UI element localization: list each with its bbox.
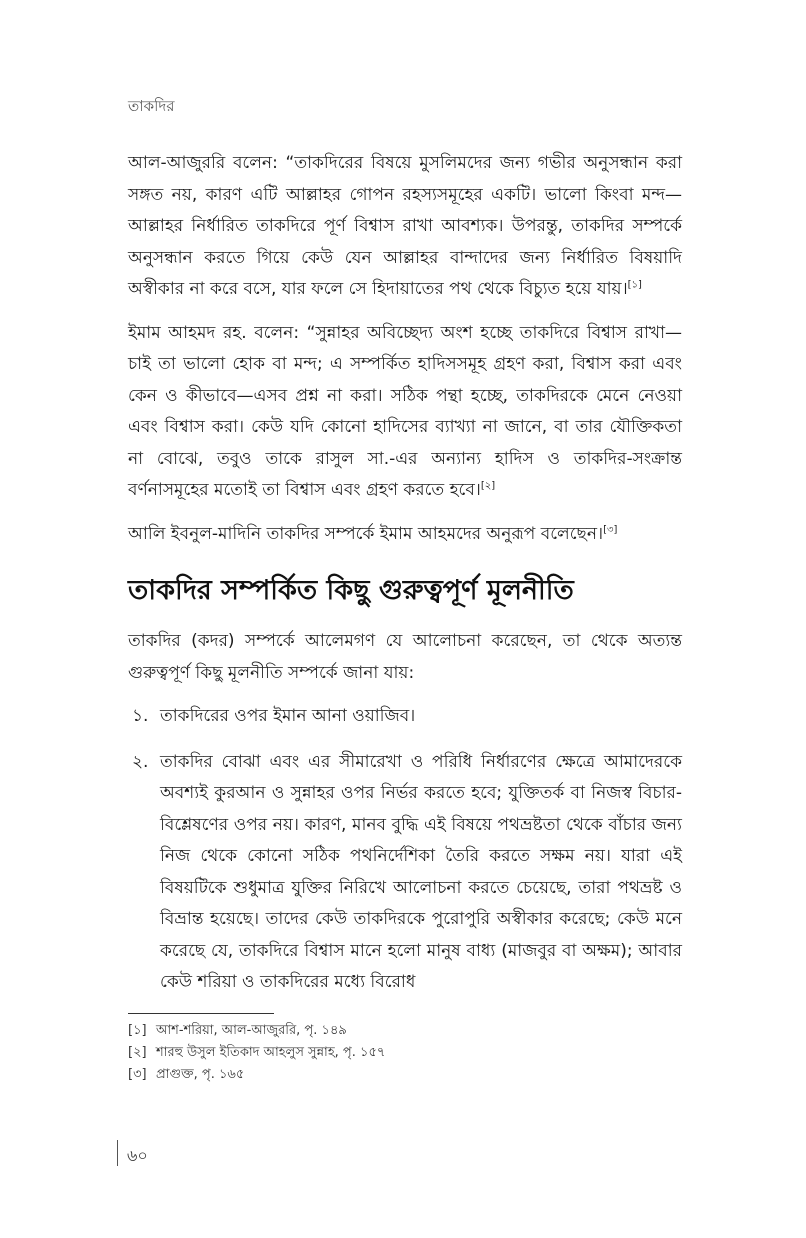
footnote-reference[interactable]: [৩] — [603, 523, 618, 535]
footnote-text: আশ-শরিয়া, আল-আজুররি, পৃ. ১৪৯ — [156, 1023, 347, 1038]
paragraph-text: ইমাম আহমদ রহ. বলেন: “সুন্নাহর অবিচ্ছেদ্য অংশ হচ্ছে তাকদিরে বিশ্বাস রাখা—চাই তা ভালো হোক বা মন্দ; এ সম্পর্কিত হাদিসসমূহ গ্রহণ করা, বিশ্বাস করা এবং কেন ও কীভাবে—এসব প্রশ্ন না করা। সঠিক পন্থা হচ্ছে, তাকদিরকে মেনে নেওয়া এবং বিশ্বাস করা। কেউ যদি কোনো হাদিসের ব্যাখ্যা না জানে, বা তার যৌক্তিকতা না বোঝে, তবুও তাকে রাসুল সা.-এর অন্যান্য হাদিস ও তাকদির-সংক্রান্ত বর্ণনাসমূহের মতোই তা বিশ্বাস এবং গ্রহণ করতে হবে। — [128, 322, 682, 500]
footnote — [128, 1020, 688, 1042]
footnote-mark: [৩] — [128, 1067, 147, 1082]
page-number: ৬০ — [127, 1146, 148, 1165]
list-item-text: তাকদিরের ওপর ইমান আনা ওয়াজিব। — [160, 706, 416, 726]
body-paragraph — [128, 519, 682, 551]
page-number-rule — [117, 1140, 118, 1166]
list-item — [128, 701, 682, 733]
footnote-reference[interactable]: [২] — [480, 480, 496, 492]
body-paragraph — [128, 148, 682, 306]
list-number: ২. — [132, 751, 149, 772]
body-paragraph — [128, 318, 682, 507]
list-item-text: তাকদির বোঝা এবং এর সীমারেখা ও পরিধি নির্ধারণের ক্ষেত্রে আমাদেরকে অবশ্যই কুরআন ও সুন্নাহর ওপর নির্ভর করতে হবে; যুক্তিতর্ক বা নিজস্ব বিচার-বিশ্লেষণের ওপর নয়। কারণ, মানব বুদ্ধি এই বিষয়ে পথভ্রষ্টতা থেকে বাঁচার জন্য নিজ থেকে কোনো সঠিক পথনির্দেশিকা তৈরি করতে সক্ষম নয়। যারা এই বিষয়টিকে শুধুমাত্র যুক্তির নিরিখে আলোচনা করতে চেয়েছে, তারা পথভ্রষ্ট ও বিভ্রান্ত হয়েছে। তাদের কেউ তাকদিরকে পুরোপুরি অস্বীকার করেছে; কেউ মনে করেছে যে, তাকদিরে বিশ্বাস মানে হলো মানুষ বাধ্য (মাজবুর বা অক্ষম); আবার কেউ শরিয়া ও তাকদিরের মধ্যে বিরোধ — [160, 751, 682, 992]
numbered-list — [128, 701, 682, 999]
paragraph-text: আল-আজুররি বলেন: “তাকদিরের বিষয়ে মুসলিমদের জন্য গভীর অনুসন্ধান করা সঙ্গত নয়, কারণ এটি আল্লাহর গোপন রহস্যসমূহের একটি। ভালো কিংবা মন্দ—আল্লাহর নির্ধারিত তাকদিরে পূর্ণ বিশ্বাস রাখা আবশ্যক। উপরন্তু, তাকদির সম্পর্কে অনুসন্ধান করতে গিয়ে কেউ যেন আল্লাহর বান্দাদের জন্য নির্ধারিত বিষয়াদি অস্বীকার না করে বসে, যার ফলে সে হিদায়াতের পথ থেকে বিচ্যুত হয়ে যায়। — [128, 153, 682, 299]
footnote-mark: [১] — [128, 1023, 147, 1038]
page-body — [128, 148, 682, 1013]
intro-paragraph: তাকদির (কদর) সম্পর্কে আলেমগণ যে আলোচনা করেছেন, তা থেকে অত্যন্ত গুরুত্বপূর্ণ কিছু মূলনীতি সম্পর্কে জানা যায়: — [128, 631, 682, 683]
paragraph-text: আলি ইবনুল-মাদিনি তাকদির সম্পর্কে ইমাম আহমদের অনুরূপ বলেছেন। — [128, 523, 604, 544]
footnote-text: শারহু উসুল ইতিকাদ আহলুস সুন্নাহ, পৃ. ১৫৭ — [156, 1045, 386, 1060]
footnote-reference[interactable]: [১] — [627, 279, 642, 291]
footnote — [128, 1064, 688, 1086]
footnote-text: প্রাগুক্ত, পৃ. ১৬৫ — [156, 1067, 245, 1082]
running-head: তাকদির — [128, 97, 175, 115]
footnote — [128, 1042, 688, 1064]
section-heading: তাকদির সম্পর্কিত কিছু গুরুত্বপূর্ণ মূলনীতি — [128, 575, 574, 606]
list-item — [128, 747, 682, 999]
list-number: ১. — [132, 706, 149, 726]
footnotes — [128, 1020, 688, 1086]
footnote-mark: [২] — [128, 1045, 147, 1060]
footnote-divider — [128, 1013, 274, 1014]
